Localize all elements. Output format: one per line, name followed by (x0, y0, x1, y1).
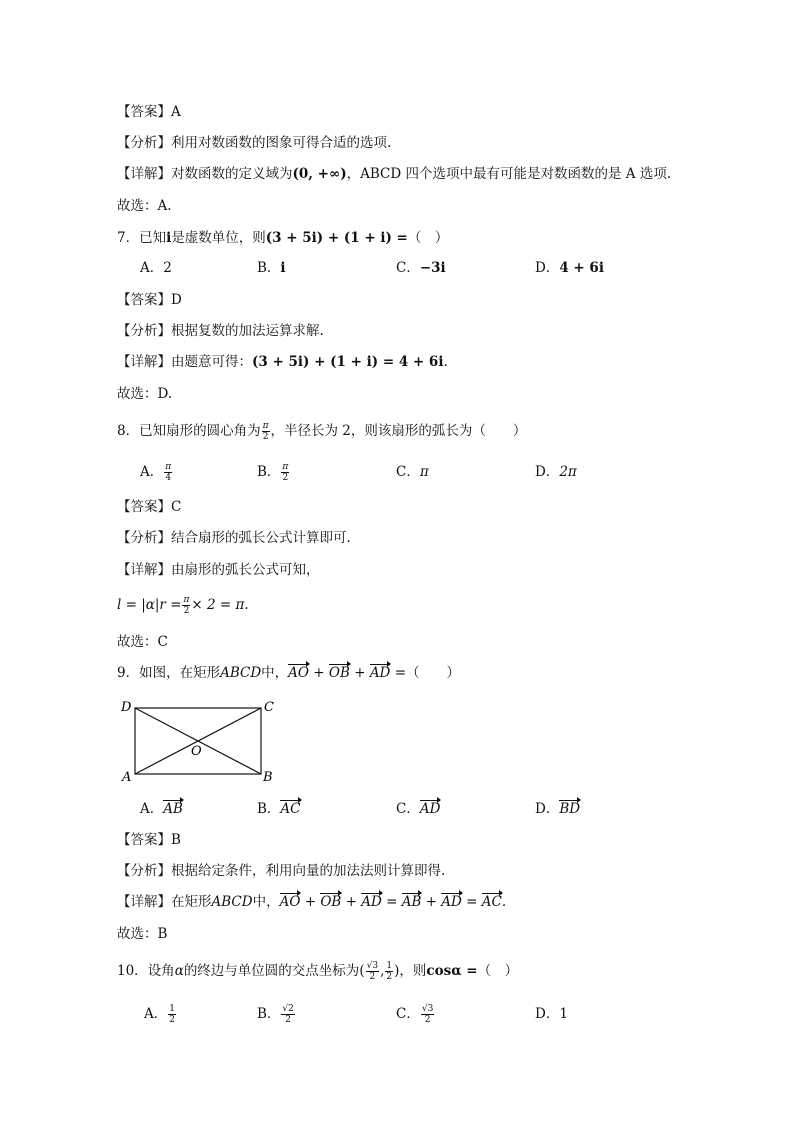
option-7a (140, 258, 172, 278)
option-8b (257, 462, 290, 483)
select-9 (117, 924, 167, 944)
detail-tag: 【详解】 (117, 166, 171, 182)
question-number: 9． (117, 665, 140, 681)
coord-comma: , (380, 963, 385, 979)
option-label: C． (396, 1006, 420, 1022)
select-text: 故选：A. (117, 198, 172, 214)
plus-sign: + (425, 894, 437, 910)
coord-close: ) (394, 963, 400, 979)
coord-y-fraction (385, 961, 393, 982)
option-fraction (281, 462, 289, 483)
option-value: 1 (559, 1006, 568, 1022)
option-value: π (419, 464, 429, 480)
question-post: （ ） (407, 230, 449, 246)
fraction-numerator: √2 (282, 1004, 294, 1014)
fraction-numerator: 1 (169, 1004, 175, 1014)
option-value: 2 (163, 260, 172, 276)
option-7b (257, 258, 286, 278)
select-6 (117, 196, 172, 216)
vertex-b-label: B (263, 770, 273, 785)
vector-ad: AD (369, 665, 391, 681)
analysis-tag: 【分析】 (117, 135, 171, 151)
option-value: i (280, 260, 286, 276)
answer-6 (117, 102, 181, 122)
vertex-d-label: D (121, 700, 132, 715)
fraction-numerator: π (183, 595, 190, 605)
analysis-text: 结合扇形的弧长公式计算即可. (171, 530, 351, 546)
option-label: D． (535, 260, 560, 276)
equals-sign: = (386, 894, 398, 910)
fraction-denominator: 2 (183, 606, 190, 616)
rectangle-figure (118, 696, 283, 788)
option-10a (144, 1004, 177, 1025)
detail-post: . (443, 354, 448, 370)
analysis-tag: 【分析】 (117, 863, 171, 879)
formula-post: × 2 = π. (191, 597, 249, 613)
vertex-a-label: A (122, 770, 132, 785)
answer-7 (117, 290, 182, 310)
fraction-denominator: 2 (282, 473, 289, 483)
detail-tag: 【详解】 (117, 354, 171, 370)
question-pre: 如图，在矩形 (139, 665, 221, 681)
formula-pre: l = |α|r = (117, 597, 182, 613)
fraction-numerator: π (282, 462, 289, 472)
option-value: −3i (419, 260, 446, 276)
question-mid: 是虚数单位，则 (171, 230, 266, 246)
question-mid: 的终边与单位圆的交点坐标为 (183, 963, 360, 979)
imag-unit: i (166, 230, 172, 246)
option-label: B． (257, 801, 281, 817)
detail-text: 由扇形的弧长公式可知， (171, 562, 320, 578)
option-vector: BD (559, 801, 581, 817)
question-number: 8． (117, 423, 140, 439)
fraction-numerator: 1 (386, 961, 393, 971)
detail-8 (117, 560, 320, 580)
fraction-numerator: π (262, 421, 269, 431)
question-10 (117, 961, 518, 982)
detail-9 (117, 892, 506, 912)
coord-x-fraction (366, 961, 379, 982)
question-post: ，半径长为 2，则该扇形的弧长为（ ） (270, 423, 527, 439)
answer-9 (117, 830, 181, 850)
option-9b (257, 799, 301, 819)
option-10d (535, 1004, 568, 1024)
detail-tag: 【详解】 (117, 562, 171, 578)
option-label: A． (140, 801, 164, 817)
rect-name: ABCD (220, 665, 262, 681)
answer-value: A (171, 104, 181, 120)
detail-pre: 在矩形 (171, 894, 212, 910)
option-label: D． (535, 1006, 560, 1022)
detail-6 (117, 164, 671, 184)
option-label: A． (140, 260, 164, 276)
plus-sign: + (345, 894, 357, 910)
question-8 (117, 421, 526, 442)
option-label: B． (257, 1006, 281, 1022)
option-label: A． (144, 1006, 168, 1022)
question-7 (117, 228, 448, 248)
option-8c (396, 462, 429, 482)
analysis-8 (117, 528, 351, 548)
option-label: B． (257, 260, 281, 276)
detail-7 (117, 352, 448, 372)
fraction-denominator: 2 (169, 1015, 175, 1025)
question-post: （ ） (406, 665, 460, 681)
option-8a (140, 462, 173, 483)
fraction-denominator: 2 (285, 1015, 292, 1025)
analysis-9 (117, 861, 445, 881)
answer-value: C (171, 499, 182, 515)
select-7 (117, 384, 172, 404)
detail-pre: 对数函数的定义域为 (171, 166, 293, 182)
detail-math: (3 + 5i) + (1 + i) = 4 + 6i (252, 354, 444, 370)
option-10c (396, 1004, 435, 1025)
formula-8 (117, 595, 249, 616)
option-label: B． (257, 464, 281, 480)
question-9 (117, 663, 460, 683)
option-label: C． (396, 260, 420, 276)
option-vector: AB (163, 801, 183, 817)
center-o-label: O (191, 744, 202, 759)
select-8 (117, 632, 168, 652)
fraction-denominator: 4 (165, 473, 172, 483)
answer-value: B (171, 832, 181, 848)
fraction-denominator: 2 (262, 432, 269, 442)
analysis-tag: 【分析】 (117, 530, 171, 546)
option-value: 4 + 6i (559, 260, 604, 276)
vector-ao: AO (288, 665, 309, 681)
vertex-c-label: C (264, 700, 274, 715)
fraction-numerator: √3 (421, 1004, 434, 1014)
plus-sign: + (354, 665, 366, 681)
option-label: C． (396, 464, 420, 480)
option-label: C． (396, 801, 420, 817)
vector-ob: OB (328, 665, 350, 681)
vector-ab: AB (401, 894, 422, 910)
vector-ao: AO (279, 894, 301, 910)
detail-end: . (501, 894, 507, 910)
option-fraction (168, 1004, 176, 1025)
option-9c (396, 799, 440, 819)
option-fraction (164, 462, 172, 483)
detail-tag: 【详解】 (117, 894, 171, 910)
select-text: 故选：D. (117, 386, 173, 402)
cos-expression: cosα = (426, 963, 478, 979)
equals-sign: = (394, 665, 406, 681)
plus-sign: + (304, 894, 317, 910)
option-9a (140, 799, 183, 819)
option-7d (535, 258, 604, 278)
analysis-tag: 【分析】 (117, 323, 171, 339)
question-mid2: ，则 (399, 963, 427, 979)
option-8d (535, 462, 577, 482)
option-fraction (421, 1004, 434, 1025)
analysis-text: 根据复数的加法运算求解. (171, 323, 324, 339)
answer-tag: 【答案】 (117, 292, 171, 308)
select-text: 故选：B (117, 926, 168, 942)
question-math: (3 + 5i) + (1 + i) = (265, 230, 408, 246)
formula-fraction (182, 595, 190, 616)
fraction-denominator: 2 (424, 1015, 431, 1025)
answer-8 (117, 497, 181, 517)
option-label: A． (140, 464, 164, 480)
question-post: （ ） (477, 963, 519, 979)
vector-ac: AC (481, 894, 502, 910)
option-value: 2π (559, 464, 577, 480)
equals-sign: = (466, 894, 478, 910)
analysis-7 (117, 321, 324, 341)
answer-tag: 【答案】 (117, 832, 171, 848)
domain-interval: (0, +∞) (292, 166, 347, 182)
option-label: D． (535, 801, 560, 817)
coord-open: ( (359, 963, 365, 979)
answer-value: D (171, 292, 182, 308)
question-number: 10． (117, 963, 148, 979)
rect-name: ABCD (211, 894, 253, 910)
option-fraction (281, 1004, 294, 1025)
option-10b (257, 1004, 296, 1025)
question-pre: 设角 (147, 963, 175, 979)
fraction-denominator: 2 (369, 972, 376, 982)
detail-pre: 由题意可得： (171, 354, 252, 370)
answer-tag: 【答案】 (117, 104, 171, 120)
question-pre: 已知 (139, 230, 167, 246)
detail-mid: 中， (252, 894, 280, 910)
fraction-denominator: 2 (386, 972, 393, 982)
analysis-text: 根据给定条件，利用向量的加法法则计算即得. (171, 863, 446, 879)
detail-post: ，ABCD 四个选项中最有可能是对数函数的是 A 选项. (346, 166, 672, 182)
option-9d (535, 799, 580, 819)
fraction-numerator: π (165, 462, 172, 472)
select-text: 故选：C (117, 634, 168, 650)
option-vector: AC (280, 801, 301, 817)
question-mid: 中， (261, 665, 289, 681)
answer-tag: 【答案】 (117, 499, 171, 515)
angle-fraction (262, 421, 270, 442)
question-number: 7． (117, 230, 140, 246)
vector-ad: AD (441, 894, 462, 910)
plus-sign: + (313, 665, 325, 681)
vector-ob: OB (320, 894, 342, 910)
question-pre: 已知扇形的圆心角为 (139, 423, 261, 439)
option-7c (396, 258, 446, 278)
angle-alpha: α (174, 963, 184, 979)
vector-ad: AD (361, 894, 382, 910)
option-label: D． (535, 464, 560, 480)
fraction-numerator: √3 (366, 961, 379, 971)
analysis-text: 利用对数函数的图象可得合适的选项. (171, 135, 392, 151)
analysis-6 (117, 133, 391, 153)
option-vector: AD (419, 801, 441, 817)
